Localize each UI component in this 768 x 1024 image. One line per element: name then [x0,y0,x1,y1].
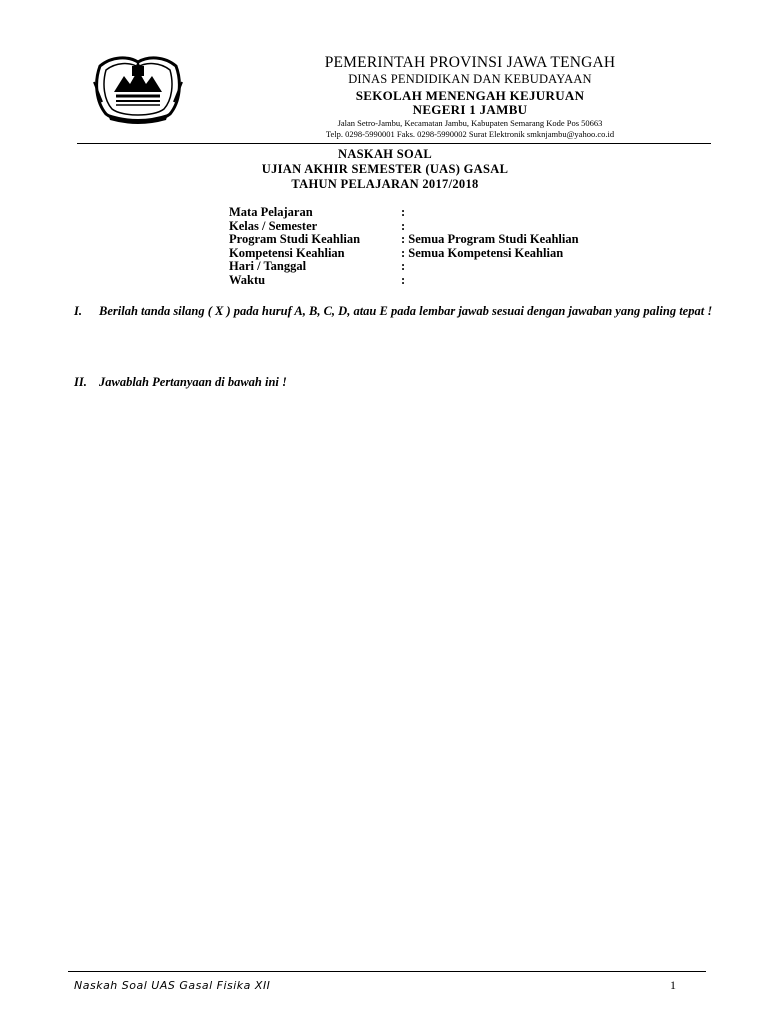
jawa-tengah-emblem-logo [92,52,184,128]
page-number: 1 [670,978,676,992]
info-value: : [401,272,406,287]
letterhead-address: Jalan Setro-Jambu, Kecamatan Jambu, Kabupaten Semarang Kode Pos 50663 [337,118,603,128]
section-instruction: Berilah tanda silang ( X ) pada huruf A, B, C, D, atau E pada lembar jawab sesuai dengan jawaban yang paling tepat ! [99,304,713,318]
footer-divider [68,971,706,972]
info-value: : [401,218,406,233]
section-number: I. [74,304,82,318]
exam-title: UJIAN AKHIR SEMESTER (UAS) GASAL [261,162,509,176]
letterhead-government-name: PEMERINTAH PROVINSI JAWA TENGAH [324,54,616,71]
info-value: : Semua Program Studi Keahlian [401,232,579,246]
info-label: Hari / Tanggal [229,259,307,273]
letterhead-contact: Telp. 0298-5990001 Faks. 0298-5990002 Surat Elektronik smknjambu@yahoo.co.id [325,129,615,139]
info-label: Kelas / Semester [229,218,318,233]
info-value: : [401,259,406,273]
academic-year: TAHUN PELAJARAN 2017/2018 [291,177,479,191]
letterhead-divider [77,143,711,144]
document-title: NASKAH SOAL [338,147,432,161]
info-label: Waktu [229,272,266,287]
letterhead-school-name: NEGERI 1 JAMBU [412,102,528,117]
footer-document-name: Naskah Soal UAS Gasal Fisika XII [74,979,271,992]
info-value: : Semua Kompetensi Keahlian [401,245,564,260]
section-instruction: Jawablah Pertanyaan di bawah ini ! [99,375,287,389]
section-number: II. [74,375,87,389]
letterhead-department-name: DINAS PENDIDIKAN DAN KEBUDAYAAN [348,72,592,86]
letterhead-school-type: SEKOLAH MENENGAH KEJURUAN [355,88,585,103]
info-label: Program Studi Keahlian [229,232,361,246]
info-label: Kompetensi Keahlian [229,245,345,260]
info-label: Mata Pelajaran [229,205,313,219]
info-value: : [401,205,406,219]
